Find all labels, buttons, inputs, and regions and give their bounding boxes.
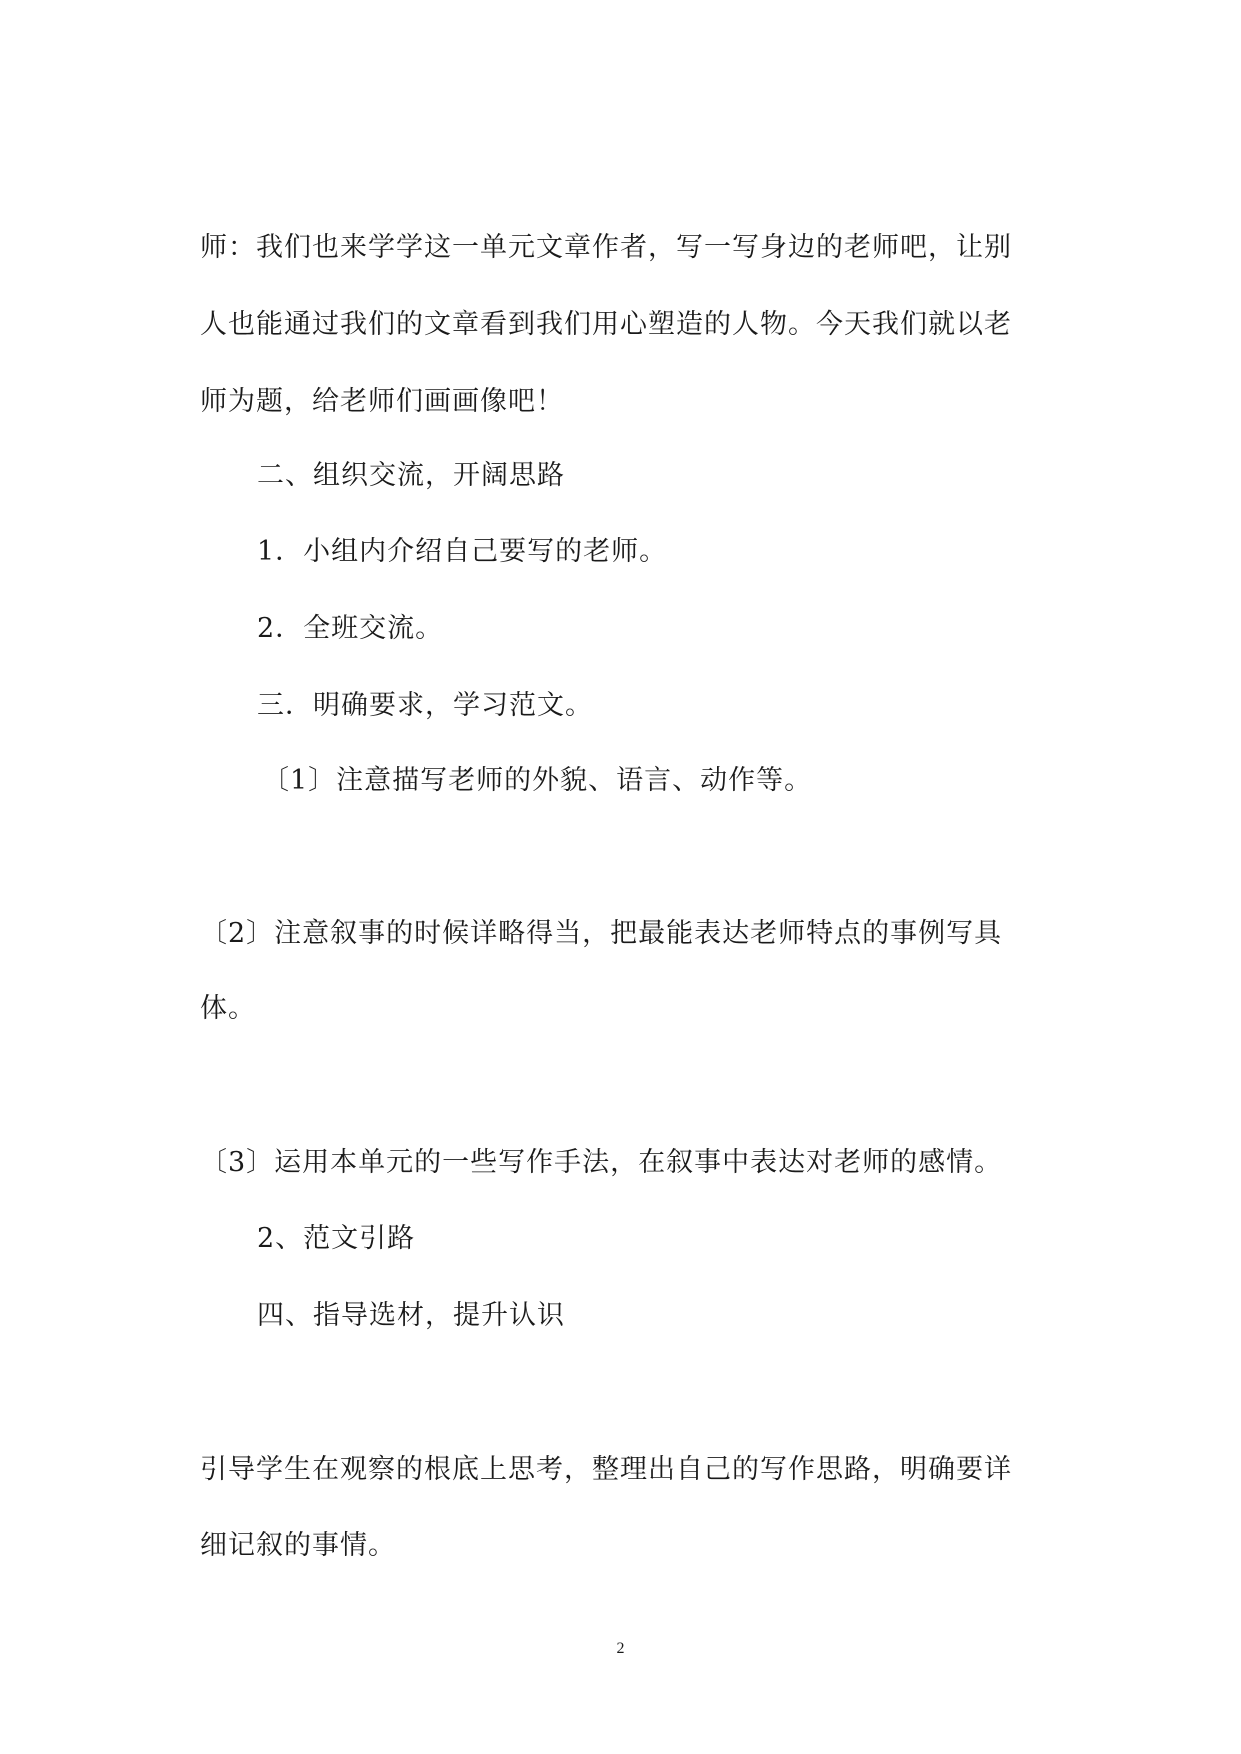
list-item: 〔1〕注意描写老师的外貌、语言、动作等。 [262, 765, 813, 796]
list-item: 〔3〕运用本单元的一些写作手法，在叙事中表达对老师的感情。 [200, 1147, 1003, 1178]
list-item: 1．小组内介绍自己要写的老师。 [257, 536, 668, 567]
list-item: 2．全班交流。 [257, 613, 444, 644]
section-heading: 三．明确要求，学习范文。 [257, 690, 593, 721]
paragraph-line: 引导学生在观察的根底上思考，整理出自己的写作思路，明确要详 [200, 1454, 1012, 1485]
section-heading: 四、指导选材，提升认识 [257, 1300, 565, 1331]
paragraph-line: 师：我们也来学学这一单元文章作者，写一写身边的老师吧，让别 [200, 232, 1012, 263]
paragraph-line: 细记叙的事情。 [200, 1530, 396, 1561]
paragraph-line: 师为题，给老师们画画像吧！ [200, 386, 564, 417]
page-number: 2 [616, 1640, 625, 1657]
section-heading: 二、组织交流，开阔思路 [257, 460, 565, 491]
paragraph-line: 体。 [200, 993, 256, 1024]
paragraph-line: 人也能通过我们的文章看到我们用心塑造的人物。今天我们就以老 [200, 309, 1012, 340]
list-item: 2、范文引路 [257, 1223, 416, 1254]
list-item: 〔2〕注意叙事的时候详略得当，把最能表达老师特点的事例写具 [200, 918, 1003, 949]
